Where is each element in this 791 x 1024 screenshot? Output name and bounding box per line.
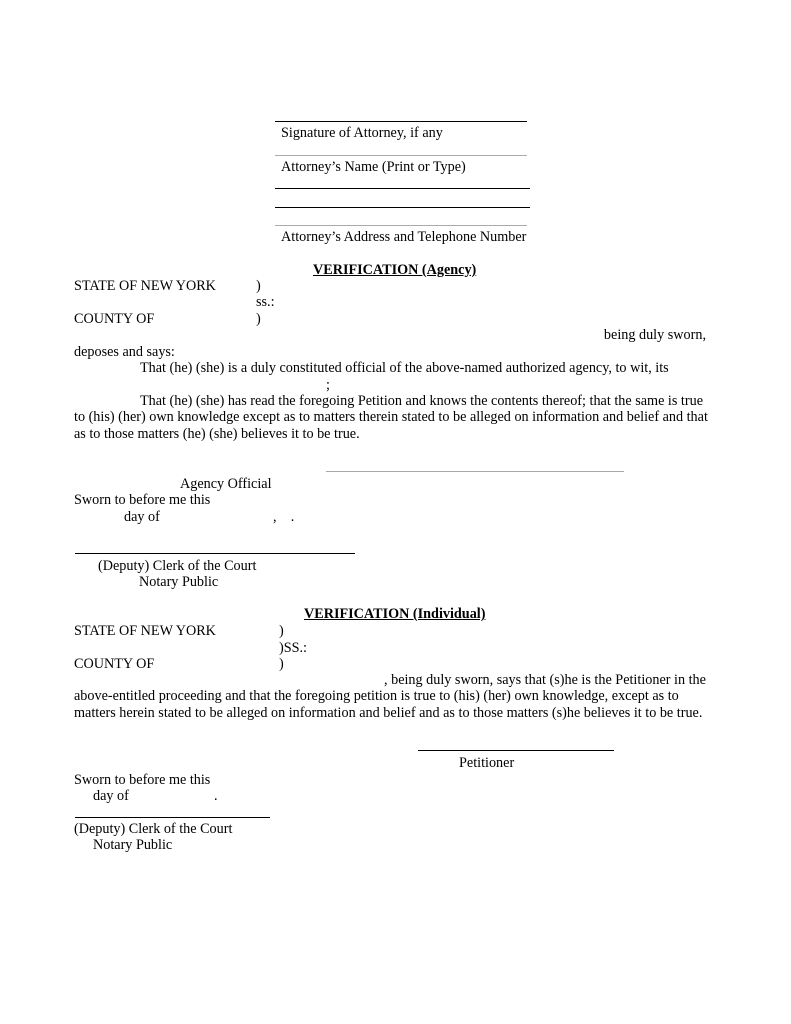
agency-ss-label: ss.: <box>256 294 275 310</box>
petitioner-signature-line[interactable] <box>418 750 614 751</box>
individual-notary-label: Notary Public <box>93 837 173 853</box>
agency-county-label: COUNTY OF <box>74 311 155 327</box>
attorney-address-line-3[interactable] <box>275 225 527 226</box>
agency-official-label: Agency Official <box>180 476 272 492</box>
attorney-address-line-2[interactable] <box>275 207 530 208</box>
individual-clerk-label: (Deputy) Clerk of the Court <box>74 821 233 837</box>
agency-state-label: STATE OF NEW YORK <box>74 278 216 294</box>
individual-period: . <box>214 788 218 804</box>
agency-clerk-label: (Deputy) Clerk of the Court <box>98 558 257 574</box>
individual-verification-heading: VERIFICATION (Individual) <box>304 606 486 622</box>
individual-paren-top: ) <box>279 623 284 639</box>
agency-paren-bottom: ) <box>256 311 261 327</box>
attorney-address-label: Attorney’s Address and Telephone Number <box>281 229 527 245</box>
agency-deposes: deposes and says: <box>74 344 175 360</box>
agency-paren-top: ) <box>256 278 261 294</box>
attorney-signature-label: Signature of Attorney, if any <box>281 125 443 141</box>
agency-notary-label: Notary Public <box>139 574 219 590</box>
petitioner-label: Petitioner <box>459 755 515 771</box>
individual-paren-bottom: ) <box>279 656 284 672</box>
agency-clerk-signature-line[interactable] <box>75 553 355 554</box>
agency-day-of-label: day of <box>124 509 160 525</box>
individual-county-label: COUNTY OF <box>74 656 155 672</box>
individual-sworn-line1: , being duly sworn, says that (s)he is the Petitioner in the <box>384 672 706 688</box>
attorney-address-line-1[interactable] <box>275 188 530 189</box>
agency-sworn-label: Sworn to before me this <box>74 492 211 508</box>
agency-para2-line1: That (he) (she) has read the foregoing Petition and knows the contents thereof; that the same is true <box>140 393 703 409</box>
individual-sworn-label: Sworn to before me this <box>74 772 211 788</box>
individual-day-of-label: day of <box>93 788 129 804</box>
agency-verification-heading: VERIFICATION (Agency) <box>313 262 477 278</box>
attorney-name-line[interactable] <box>275 155 527 156</box>
attorney-name-label: Attorney’s Name (Print or Type) <box>281 159 466 175</box>
attorney-signature-line[interactable] <box>275 121 527 122</box>
agency-semicolon: ; <box>326 377 330 393</box>
agency-official-signature-line[interactable] <box>326 471 624 472</box>
individual-body-rest: above-entitled proceeding and that the foregoing petition is true to (his) (her) own knowledge, except as to matters herein stated to be alleged on information and belief and as to those matters (s)he believes it to be true. <box>74 688 703 721</box>
agency-para1: That (he) (she) is a duly constituted official of the above-named authorized agency, to wit, its <box>140 360 669 376</box>
agency-para2-rest: to (his) (her) own knowledge except as to matters therein stated to be alleged on information and belief and that as to those matters (he) (she) believes it to be true. <box>74 409 708 442</box>
individual-ss-label: )SS.: <box>279 640 307 656</box>
agency-comma-period: , . <box>273 509 295 525</box>
individual-state-label: STATE OF NEW YORK <box>74 623 216 639</box>
agency-being-sworn: being duly sworn, <box>603 327 706 343</box>
individual-clerk-signature-line[interactable] <box>75 817 270 818</box>
